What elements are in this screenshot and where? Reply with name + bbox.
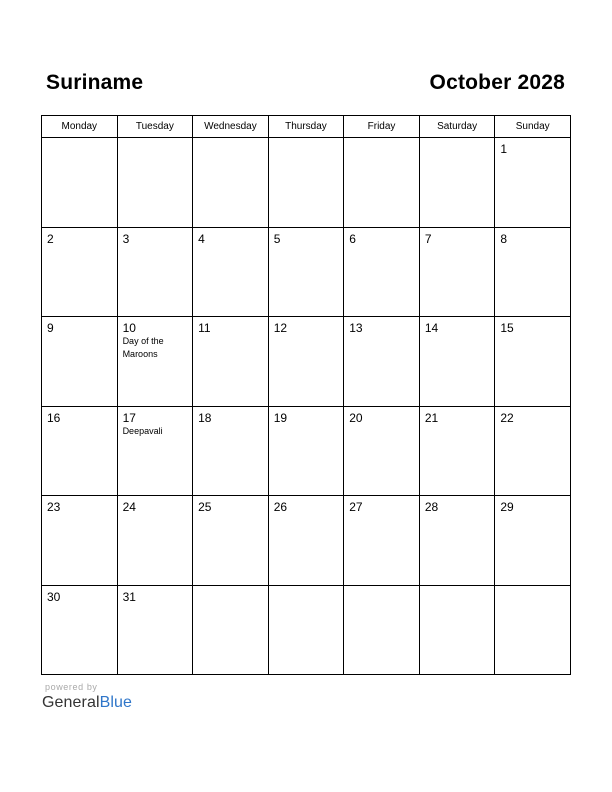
week-row bbox=[42, 406, 571, 496]
day-number: 22 bbox=[500, 410, 514, 425]
day-cell bbox=[268, 227, 344, 317]
day-cell bbox=[193, 227, 269, 317]
empty-day-cell bbox=[42, 138, 118, 228]
week-row bbox=[42, 585, 571, 675]
weekday-header-tuesday: Tuesday bbox=[117, 116, 193, 138]
day-cell bbox=[117, 317, 193, 407]
empty-day-cell bbox=[419, 138, 495, 228]
empty-day-cell bbox=[193, 585, 269, 675]
day-number: 1 bbox=[500, 142, 508, 156]
day-number: 27 bbox=[349, 500, 363, 514]
day-cell bbox=[495, 227, 571, 317]
day-number: 7 bbox=[424, 231, 432, 246]
day-number: 4 bbox=[198, 231, 205, 246]
calendar-grid bbox=[41, 115, 571, 675]
day-number: 18 bbox=[198, 410, 212, 425]
day-number: 3 bbox=[122, 231, 130, 246]
weekday-header-thursday: Thursday bbox=[268, 116, 344, 138]
day-cell bbox=[42, 585, 118, 675]
brand-general-text: General bbox=[42, 694, 100, 711]
empty-day-cell bbox=[268, 585, 344, 675]
day-cell bbox=[193, 496, 269, 586]
empty-day-cell bbox=[268, 138, 344, 228]
day-cell bbox=[42, 496, 118, 586]
day-cell bbox=[117, 227, 193, 317]
day-cell bbox=[42, 317, 118, 407]
day-number: 9 bbox=[47, 321, 54, 335]
day-number: 15 bbox=[500, 321, 514, 335]
day-number: 13 bbox=[349, 321, 363, 335]
day-number: 29 bbox=[500, 500, 514, 514]
day-number: 24 bbox=[122, 500, 136, 514]
month-year-title: October 2028 bbox=[429, 71, 565, 94]
day-number: 6 bbox=[349, 231, 356, 246]
day-number: 14 bbox=[424, 321, 439, 335]
day-cell bbox=[419, 317, 495, 407]
week-row bbox=[42, 496, 571, 586]
day-cell bbox=[268, 317, 344, 407]
country-title: Suriname bbox=[46, 71, 144, 94]
holiday-label: Day of the bbox=[122, 336, 164, 346]
day-cell bbox=[344, 496, 420, 586]
day-cell bbox=[117, 496, 193, 586]
day-number: 25 bbox=[198, 500, 212, 514]
empty-day-cell bbox=[117, 138, 193, 228]
day-number: 16 bbox=[47, 410, 61, 425]
day-number: 21 bbox=[424, 410, 439, 425]
week-row bbox=[42, 227, 571, 317]
day-number: 2 bbox=[47, 231, 54, 246]
day-cell bbox=[419, 227, 495, 317]
day-number: 11 bbox=[198, 321, 211, 335]
empty-day-cell bbox=[495, 585, 571, 675]
powered-by-text: powered by bbox=[45, 682, 98, 692]
day-number: 23 bbox=[47, 500, 61, 514]
day-cell bbox=[495, 138, 571, 228]
day-cell bbox=[268, 496, 344, 586]
day-cell bbox=[344, 406, 420, 496]
day-number: 31 bbox=[122, 589, 136, 604]
day-cell bbox=[193, 317, 269, 407]
day-cell bbox=[117, 585, 193, 675]
weekday-header-friday: Friday bbox=[344, 116, 420, 138]
day-number: 17 bbox=[122, 410, 136, 425]
holiday-label: Maroons bbox=[122, 349, 158, 359]
empty-day-cell bbox=[344, 138, 420, 228]
day-cell bbox=[419, 406, 495, 496]
empty-day-cell bbox=[193, 138, 269, 228]
day-cell bbox=[495, 317, 571, 407]
day-number: 19 bbox=[273, 410, 288, 425]
day-cell bbox=[268, 406, 344, 496]
day-cell bbox=[495, 406, 571, 496]
day-number: 12 bbox=[273, 321, 288, 335]
day-cell bbox=[42, 406, 118, 496]
day-cell bbox=[344, 227, 420, 317]
day-cell bbox=[419, 496, 495, 586]
week-row bbox=[42, 138, 571, 228]
weekday-header-saturday: Saturday bbox=[419, 116, 495, 138]
generalblue-logo[interactable] bbox=[42, 694, 132, 712]
day-cell bbox=[42, 227, 118, 317]
day-cell bbox=[344, 317, 420, 407]
day-cell bbox=[495, 496, 571, 586]
holiday-label: Deepavali bbox=[122, 425, 163, 436]
weekday-header-sunday: Sunday bbox=[495, 116, 571, 138]
day-number: 26 bbox=[273, 500, 288, 514]
weekday-header-monday: Monday bbox=[42, 116, 118, 138]
day-cell bbox=[193, 406, 269, 496]
empty-day-cell bbox=[419, 585, 495, 675]
day-number: 5 bbox=[273, 231, 281, 246]
day-cell bbox=[117, 406, 193, 496]
day-number: 20 bbox=[349, 410, 363, 425]
day-number: 30 bbox=[47, 589, 61, 604]
week-row bbox=[42, 317, 571, 407]
brand-blue-text: Blue bbox=[99, 694, 133, 711]
calendar-body bbox=[42, 138, 571, 675]
weekday-header-row bbox=[42, 116, 571, 138]
day-number: 28 bbox=[424, 500, 439, 514]
day-number: 10 bbox=[122, 321, 136, 335]
day-number: 8 bbox=[500, 231, 508, 246]
empty-day-cell bbox=[344, 585, 420, 675]
weekday-header-wednesday: Wednesday bbox=[193, 116, 269, 138]
